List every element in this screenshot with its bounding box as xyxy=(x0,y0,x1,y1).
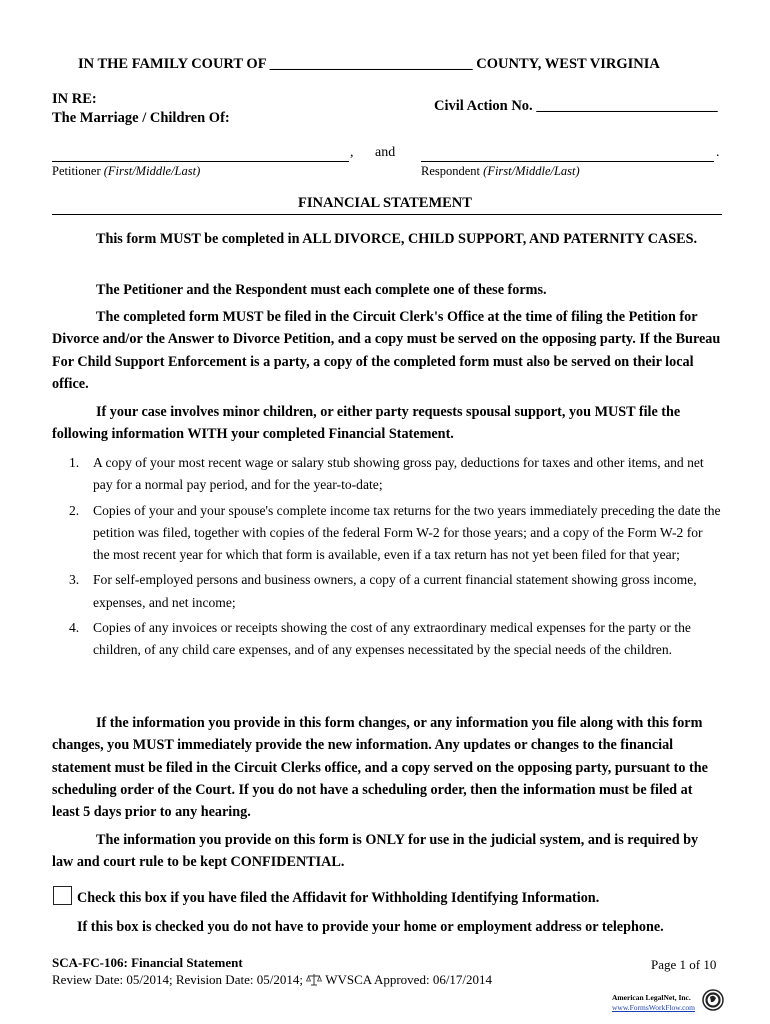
page-number: Page 1 of 10 xyxy=(651,957,717,972)
list-item-text: For self-employed persons and business owners, a copy of a current financial statement showing gross income, expenses, and net income; xyxy=(93,572,697,610)
civil-action-line xyxy=(434,98,718,115)
paragraph-4-text: If your case involves minor children, or either party requests spousal support, you MUST file the following information WITH your completed Financial Statement. xyxy=(52,404,681,443)
list-item-number: 1. xyxy=(69,455,80,470)
petitioner-label: Petitioner xyxy=(52,164,101,178)
in-re-label: IN RE: xyxy=(52,91,97,107)
scales-of-justice-icon xyxy=(306,973,322,990)
page-title: FINANCIAL STATEMENT xyxy=(298,195,472,211)
petitioner-hint: (First/Middle/Last) xyxy=(103,164,201,178)
american-legalnet-logo-icon xyxy=(702,989,724,1011)
and-label: and xyxy=(375,145,396,160)
paragraph-3 xyxy=(52,306,722,395)
title-underline xyxy=(52,214,722,215)
paragraph-4 xyxy=(52,401,722,446)
county-field[interactable]: ____________________________ xyxy=(269,56,473,72)
list-item-number: 2. xyxy=(69,502,80,518)
paragraph-1 xyxy=(52,228,722,250)
form-id: SCA-FC-106: Financial Statement xyxy=(52,955,243,970)
marriage-children-label: The Marriage / Children Of: xyxy=(52,110,230,126)
publisher-link[interactable]: www.FormsWorkFlow.com xyxy=(612,1003,696,1012)
list-item-number: 4. xyxy=(69,620,80,636)
list-item xyxy=(52,500,722,567)
checkbox-note: If this box is checked you do not have to provide your home or employment address or telephone. xyxy=(77,919,664,935)
paragraph-5 xyxy=(52,712,722,823)
required-documents-list xyxy=(52,452,722,665)
publisher-block xyxy=(612,993,695,1013)
court-suffix: COUNTY, WEST VIRGINIA xyxy=(476,56,660,72)
paragraph-2-text: The Petitioner and the Respondent must each complete one of these forms. xyxy=(96,282,547,298)
review-line xyxy=(52,972,492,990)
respondent-name-field[interactable] xyxy=(421,161,714,162)
list-item-number: 3. xyxy=(69,572,80,588)
list-item xyxy=(52,569,722,614)
petitioner-name-field[interactable] xyxy=(52,161,349,162)
paragraph-5-text: If the information you provide in this form changes, or any information you file along with this form changes, you MUST immediately provide the new information. Any updates or changes to the financial statement must be filed in the Circuit Clerks office, and a copy served on the opposing party, pursuant to the scheduling order of the Court. If you do not have a scheduling order, then the information must be filed at least 5 days prior to any hearing. xyxy=(52,715,708,821)
affidavit-checkbox[interactable] xyxy=(53,886,72,905)
list-item-text: Copies of your and your spouse's complete income tax returns for the two years immediately preceding the date the petition was filed, together with copies of the federal Form W-2 for those years; and a copy of the Form W-2 for the most recent year for which that form is available, even if a tax return has not yet been filed for that year; xyxy=(93,502,721,563)
review-dates: Review Date: 05/2014; Revision Date: 05/2014; xyxy=(52,972,303,987)
petitioner-caption xyxy=(52,164,200,179)
court-line xyxy=(78,56,660,73)
respondent-caption xyxy=(421,164,580,179)
paragraph-2 xyxy=(52,279,722,301)
court-prefix: IN THE FAMILY COURT OF xyxy=(78,56,267,72)
list-item-text: A copy of your most recent wage or salary stub showing gross pay, deductions for taxes and other items, and net pay for a normal pay period, and for the year-to-date; xyxy=(93,455,704,493)
civil-action-label: Civil Action No. xyxy=(434,98,533,114)
paragraph-6-text: The information you provide on this form is ONLY for use in the judicial system, and is required by law and court rule to be kept CONFIDENTIAL. xyxy=(52,832,699,871)
approval-date: WVSCA Approved: 06/17/2014 xyxy=(325,972,493,987)
comma-separator: , xyxy=(350,145,354,160)
period-separator: . xyxy=(716,145,720,160)
list-item xyxy=(52,617,722,662)
list-item xyxy=(52,452,722,497)
respondent-label: Respondent xyxy=(421,164,481,178)
paragraph-1-text: This form MUST be completed in ALL DIVORCE, CHILD SUPPORT, AND PATERNITY CASES. xyxy=(96,231,698,247)
affidavit-checkbox-label: Check this box if you have filed the Affidavit for Withholding Identifying Information. xyxy=(77,890,600,906)
paragraph-6 xyxy=(52,829,722,874)
list-item-text: Copies of any invoices or receipts showing the cost of any extraordinary medical expenses for the party or the children, of any child care expenses, and of any expenses necessitated by the special needs of the children. xyxy=(93,620,691,658)
paragraph-3-text: The completed form MUST be filed in the Circuit Clerk's Office at the time of filing the Petition for Divorce and/or the Answer to Divorce Petition, and a copy must be served on the opposing party. If the Bureau For Child Support Enforcement is a party, a copy of the completed form must also be served on their local office. xyxy=(52,309,721,392)
publisher-name: American LegalNet, Inc. xyxy=(612,993,691,1002)
civil-action-field[interactable]: _________________________ xyxy=(536,98,718,114)
respondent-hint: (First/Middle/Last) xyxy=(483,164,580,178)
